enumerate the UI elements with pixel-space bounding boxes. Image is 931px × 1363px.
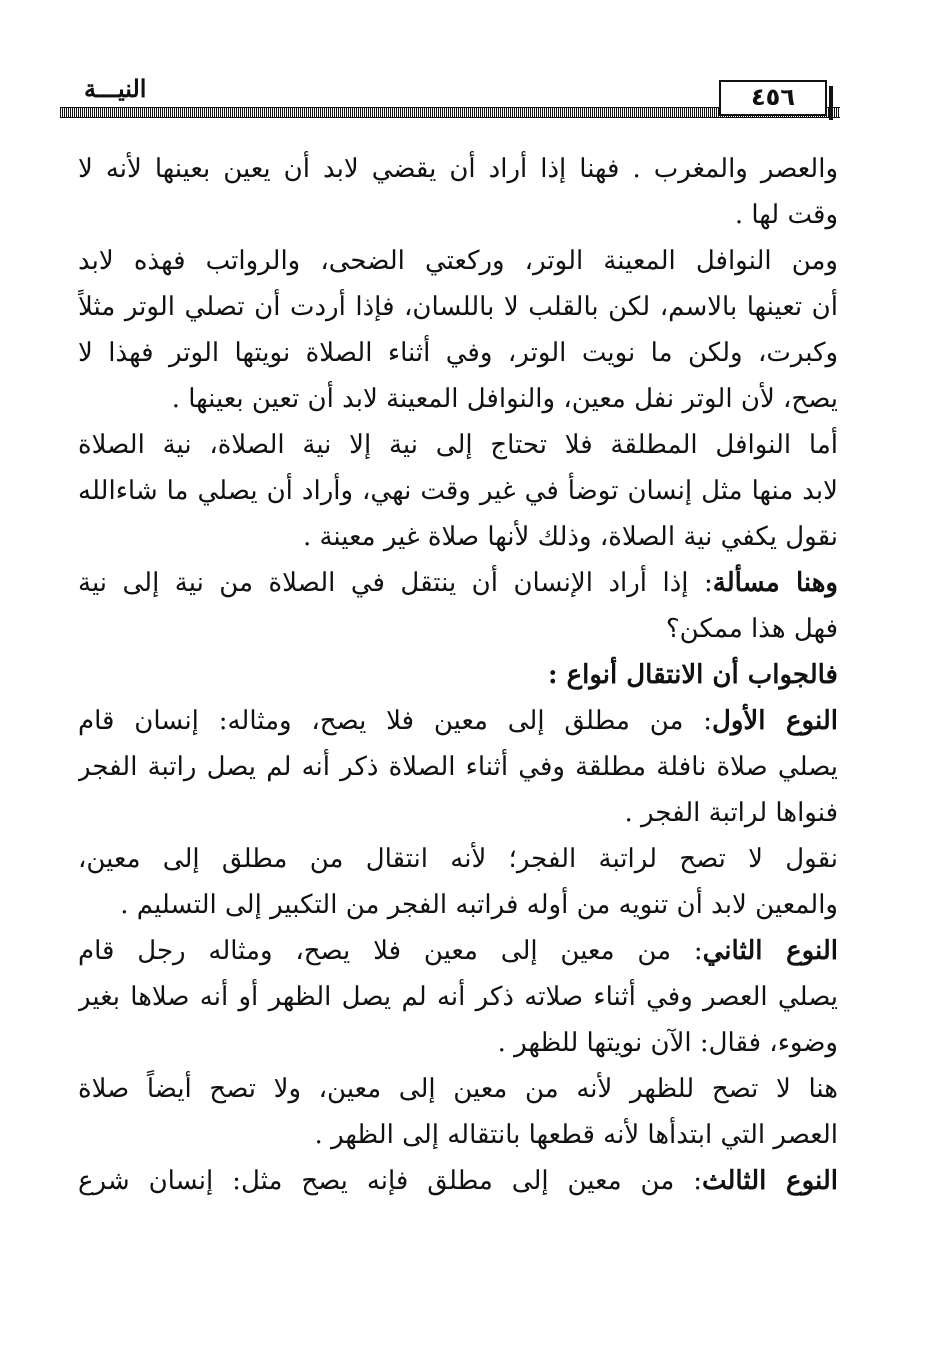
text-line bbox=[78, 1020, 838, 1066]
line-text: وقت لها . bbox=[734, 200, 838, 230]
text-line bbox=[78, 652, 838, 698]
page-body bbox=[78, 146, 838, 1204]
line-text: وكبرت، ولكن ما نويت الوتر، وفي أثناء الصلاة نويتها الوتر فهذا لا bbox=[78, 338, 838, 368]
text-line bbox=[78, 606, 838, 652]
text-line bbox=[78, 1112, 838, 1158]
line-text: : من معين إلى مطلق فإنه يصح مثل: إنسان شرع bbox=[78, 1166, 702, 1196]
text-line bbox=[78, 238, 838, 284]
line-text: يصلي صلاة نافلة مطلقة وفي أثناء الصلاة ذكر أنه لم يصل راتبة الفجر bbox=[78, 752, 838, 782]
line-text: يصح، لأن الوتر نفل معين، والنوافل المعينة لابد أن تعين بعينها . bbox=[171, 384, 838, 414]
line-text: أن تعينها بالاسم، لكن بالقلب لا باللسان، فإذا أردت أن تصلي الوتر مثلاً bbox=[78, 292, 838, 322]
line-text: : من معين إلى معين فلا يصح، ومثاله رجل قام bbox=[78, 936, 703, 966]
bold-heading: النوع الثالث bbox=[701, 1166, 838, 1196]
text-line bbox=[78, 330, 838, 376]
line-text: فنواها لراتبة الفجر . bbox=[624, 798, 838, 828]
text-line bbox=[78, 422, 838, 468]
line-text: أما النوافل المطلقة فلا تحتاج إلى نية إلا نية الصلاة، نية الصلاة bbox=[78, 430, 838, 460]
line-text: فهل هذا ممكن؟ bbox=[665, 614, 838, 644]
text-line bbox=[78, 928, 838, 974]
text-line bbox=[78, 882, 838, 928]
text-line bbox=[78, 560, 838, 606]
bold-heading: النوع الأول bbox=[711, 706, 838, 736]
line-text: والمعين لابد أن تنويه من أوله فراتبه الفجر من التكبير إلى التسليم . bbox=[120, 890, 838, 920]
page-number-box bbox=[719, 80, 827, 116]
page-header bbox=[60, 72, 840, 122]
line-text: نقول لا تصح لراتبة الفجر؛ لأنه انتقال من مطلق إلى معين، bbox=[78, 844, 838, 874]
text-line bbox=[78, 468, 838, 514]
line-text: : من مطلق إلى معين فلا يصح، ومثاله: إنسان قام bbox=[78, 706, 712, 736]
text-line bbox=[78, 698, 838, 744]
bold-heading: النوع الثاني bbox=[702, 936, 838, 966]
text-line bbox=[78, 974, 838, 1020]
page-number: ٤٥٦ bbox=[751, 83, 795, 111]
line-text: هنا لا تصح للظهر لأنه من معين إلى معين، ولا تصح أيضاً صلاة bbox=[78, 1074, 838, 1104]
text-line bbox=[78, 284, 838, 330]
line-text: لابد منها مثل إنسان توضأ في غير وقت نهي، وأراد أن يصلي ما شاءالله bbox=[78, 476, 838, 506]
text-line bbox=[78, 790, 838, 836]
line-text: وضوء، فقال: الآن نويتها للظهر . bbox=[497, 1028, 838, 1058]
text-line bbox=[78, 376, 838, 422]
text-line bbox=[78, 192, 838, 238]
text-line bbox=[78, 836, 838, 882]
text-line bbox=[78, 146, 838, 192]
line-text: العصر التي ابتدأها لأنه قطعها بانتقاله إلى الظهر . bbox=[314, 1120, 838, 1150]
line-text: يصلي العصر وفي أثناء صلاته ذكر أنه لم يصل الظهر أو أنه صلاها بغير bbox=[78, 982, 838, 1012]
running-title: النيـــة bbox=[78, 72, 152, 106]
line-text: ومن النوافل المعينة الوتر، وركعتي الضحى، والرواتب فهذه لابد bbox=[78, 246, 838, 276]
bold-heading: وهنا مسألة bbox=[712, 568, 838, 598]
line-text: : إذا أراد الإنسان أن ينتقل في الصلاة من نية إلى نية bbox=[78, 568, 713, 598]
text-line bbox=[78, 514, 838, 560]
line-text: نقول يكفي نية الصلاة، وذلك لأنها صلاة غير معينة . bbox=[302, 522, 838, 552]
text-line bbox=[78, 744, 838, 790]
bold-heading: فالجواب أن الانتقال أنواع : bbox=[547, 660, 838, 690]
text-line bbox=[78, 1158, 838, 1204]
text-line bbox=[78, 1066, 838, 1112]
line-text: والعصر والمغرب . فهنا إذا أراد أن يقضي لابد أن يعين بعينها لأنه لا bbox=[78, 154, 838, 184]
